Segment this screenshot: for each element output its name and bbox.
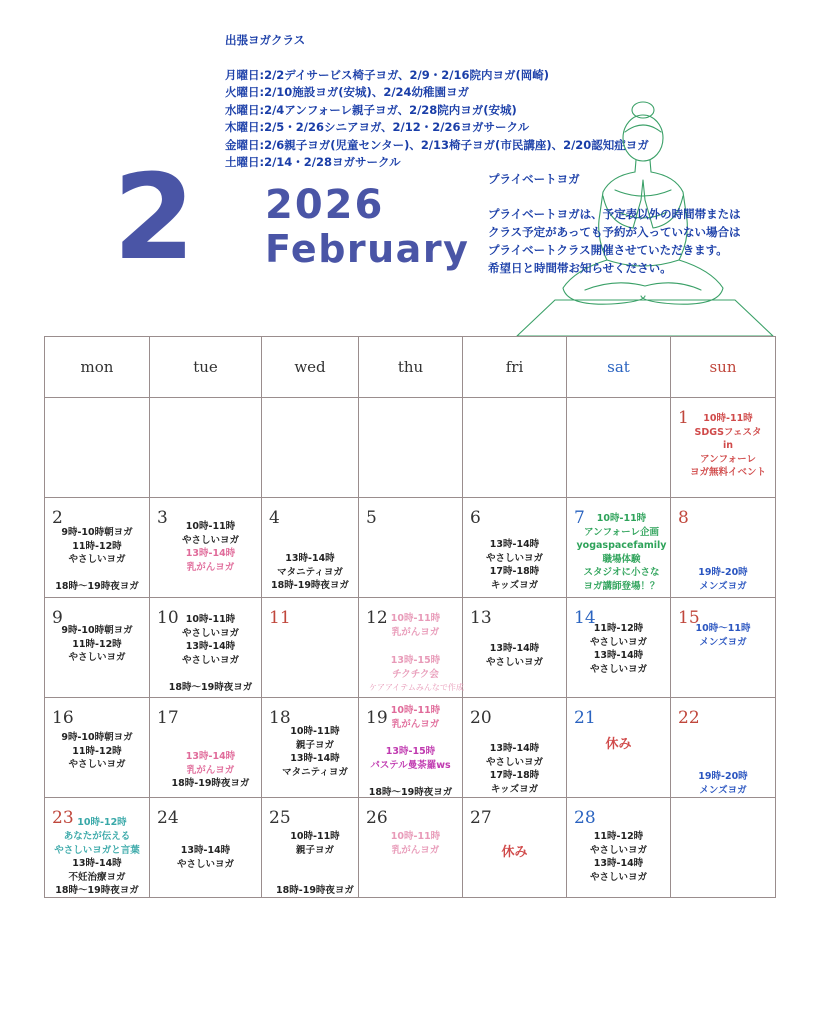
event-line: 10時-11時 [390,705,441,716]
day-cell-26 [359,798,463,898]
day-cell-25 [262,798,359,898]
event-line: 19時-20時 [698,567,748,578]
day-events [671,770,775,797]
weekday-sun: sun [671,337,776,398]
event-line: 乳がんヨガ [186,764,235,776]
event-line: 乳がんヨガ [391,844,440,856]
day-cell-2 [45,498,150,598]
event-line: 10時〜11時 [695,623,751,634]
calendar-week [45,598,776,698]
event-line: 10時-11時 [596,513,647,524]
day-number: 15 [678,608,700,628]
day-cell-28 [567,798,671,898]
event-line: 18時-19時夜ヨガ [171,778,250,789]
calendar-grid [44,336,776,898]
month-name: February [265,227,470,271]
event-line: チクチク会 [392,668,439,680]
day-cell-22 [671,698,776,798]
event-line: 乳がんヨガ [391,626,440,638]
event-line: やさしいヨガ [589,636,647,648]
event-line: マタニティヨガ [277,566,343,578]
event-line: キッズヨガ [490,783,539,795]
event-line: パステル曼荼羅ws [370,759,451,771]
day-cell-27 [463,798,567,898]
day-number: 28 [574,808,596,828]
event-line: アンフォーレ [700,453,756,465]
weekday-fri: fri [463,337,567,398]
event-line: 13時-14時 [593,650,644,661]
day-events [45,580,149,594]
weekday-header-row [45,337,776,398]
day-number: 24 [157,808,179,828]
outreach-line: 月曜日:2/2デイサービス椅子ヨガ、2/9・2/16院内ヨガ(岡崎) [225,67,549,82]
event-line: 11時-12時 [72,745,122,757]
event-line: メンズヨガ [699,580,747,592]
empty-cell [262,398,359,498]
event-line: 13時-14時 [185,641,236,652]
event-line: 10時-11時 [185,521,236,532]
event-line: 親子ヨガ [295,739,334,751]
day-events [369,654,462,695]
day-cell-6 [463,498,567,598]
outreach-line: 木曜日:2/5・2/26シニアヨガ、2/12・2/26ヨガサークル [225,120,530,134]
event-line: 13時-14時 [489,743,540,754]
day-events [369,612,462,639]
day-events [272,725,358,779]
day-number: 2 [52,508,63,528]
event-line: 13時-14時 [185,548,236,559]
event-line: 9時-10時朝ヨガ [61,732,133,743]
event-line: 13時-15時 [385,746,436,757]
event-line: 10時-11時 [290,726,340,737]
event-line: 13時-14時 [290,753,340,764]
event-line: 13時-14時 [185,751,236,762]
event-line: ヨガ講師登場！？ [583,580,660,592]
event-line: 13時-15時 [390,655,441,666]
day-number: 25 [269,808,291,828]
day-events [671,566,775,593]
day-cell-16 [45,698,150,798]
event-line: 10時-12時 [77,817,127,828]
event-line: 11時-12時 [72,540,122,552]
day-cell-5 [359,498,463,598]
event-line: 10時-11時 [390,613,441,624]
day-events [359,745,462,772]
event-line: やさしいヨガ [181,654,239,666]
day-events [45,830,149,898]
weekday-thu: thu [359,337,463,398]
calendar-week [45,398,776,498]
event-line: やさしいヨガ [485,552,543,564]
day-events [463,642,566,669]
event-line: ヨガ無料イベント [689,467,766,478]
event-line: キッズヨガ [490,579,539,591]
day-number: 6 [470,508,481,528]
day-events [463,742,566,796]
day-number: 12 [366,608,388,628]
event-line: 10時-11時 [290,831,340,842]
day-events [463,538,566,592]
private-line: クラス予定があっても予約が入っていない場合は [488,225,741,239]
day-number: 18 [269,708,291,728]
event-line: 18時〜19時夜ヨガ [55,885,139,896]
day-cell-23 [45,798,150,898]
day-number: 3 [157,508,168,528]
year-label: 2026 [265,182,385,228]
weekday-tue: tue [150,337,262,398]
closed-label: 休み [605,737,632,752]
event-line: やさしいヨガ [176,858,234,870]
empty-cell [150,398,262,498]
event-line: やさしいヨガ [181,534,239,546]
day-number: 21 [574,708,596,728]
day-number: 16 [52,708,74,728]
event-line: やさしいヨガ [68,759,126,770]
day-events [463,846,566,860]
day-number: 23 [52,808,74,828]
event-line: やさしいヨガ [485,756,543,768]
day-cell-14 [567,598,671,698]
event-line: あなたが伝える [63,831,131,842]
day-number: 5 [366,508,377,528]
event-line: 17時-18時 [489,566,540,577]
event-line: 18時〜19時夜ヨガ [168,682,253,693]
day-events [272,884,358,898]
day-events [160,750,261,791]
day-events [681,412,775,480]
day-events [272,830,358,857]
event-line: 10時-11時 [390,831,441,842]
event-line: 13時-14時 [489,539,540,550]
day-number: 14 [574,608,596,628]
day-number: 4 [269,508,280,528]
day-number: 26 [366,808,388,828]
outreach-line: 火曜日:2/10施設ヨガ(安城)、2/24幼稚園ヨガ [225,85,470,99]
event-line: 11時-12時 [593,623,644,634]
event-line: 職場体験 [602,553,641,565]
weekday-mon: mon [45,337,150,398]
event-line: やさしいヨガ [485,656,543,668]
weekday-sat: sat [567,337,671,398]
event-line: スタジオに小さな [583,567,660,578]
event-line: 9時-10時朝ヨガ [61,625,133,636]
event-line: ケアアイテムみんなで作成 [369,683,464,692]
day-number: 19 [366,708,388,728]
day-number: 22 [678,708,700,728]
private-title: プライベートヨガ [488,172,580,186]
day-events [45,731,149,772]
closed-label: 休み [501,845,528,860]
event-line: やさしいヨガ [589,844,647,856]
event-line: やさしいヨガ [181,627,239,639]
day-cell-12 [359,598,463,698]
day-cell-3 [150,498,262,598]
outreach-line: 土曜日:2/14・2/28ヨガサークル [225,155,401,169]
month-number: 2 [113,148,194,286]
day-number: 13 [470,608,492,628]
event-line: 10時-11時 [703,413,753,424]
day-events [160,613,261,667]
event-line: 不妊治療ヨガ [68,871,126,883]
event-line: 18時-19時夜ヨガ [271,580,349,591]
outreach-line: 水曜日:2/4アンフォーレ親子ヨガ、2/28院内ヨガ(安城) [225,102,517,117]
day-cell-21 [567,698,671,798]
day-cell-8 [671,498,776,598]
event-line: 10時-11時 [185,614,236,625]
event-line: 18時〜19時夜ヨガ [368,787,453,798]
empty-cell [45,398,150,498]
event-line: 13時-14時 [180,845,231,856]
event-line: 19時-20時 [698,771,748,782]
event-line: 11時-12時 [593,831,644,842]
day-cell-11 [262,598,359,698]
day-number: 9 [52,608,63,628]
day-number: 8 [678,508,689,528]
event-line: 17時-18時 [489,770,540,781]
calendar-week [45,498,776,598]
calendar-week [45,798,776,898]
private-yoga-note [488,170,741,277]
private-line: プライベートヨガは、予定表以外の時間帯または [488,207,741,221]
day-events [369,830,462,857]
event-line: やさしいヨガと言葉 [54,844,140,856]
day-cell-1 [671,398,776,498]
day-cell-24 [150,798,262,898]
empty-cell [359,398,463,498]
day-cell-7 [567,498,671,598]
empty-cell [567,398,671,498]
day-cell-13 [463,598,567,698]
empty-cell [671,798,776,898]
day-events [671,622,775,649]
event-line: 乳がんヨガ [391,718,440,730]
event-line: やさしいヨガ [68,652,126,663]
event-line: やさしいヨガ [589,663,647,675]
event-line: SDGSフェスタ [694,426,762,438]
event-line: メンズヨガ [699,784,747,796]
event-line: やさしいヨガ [68,554,126,565]
day-events [567,738,670,752]
day-events [369,704,462,731]
day-events [573,508,670,593]
day-cell-10 [150,598,262,698]
event-line: 乳がんヨガ [186,561,235,573]
calendar-week [45,698,776,798]
day-number: 10 [157,608,179,628]
event-line: マタニティヨガ [282,766,348,778]
day-events [45,526,149,567]
day-number: 7 [574,508,585,528]
event-line: 11時-12時 [72,638,122,650]
day-events [160,520,261,574]
day-cell-9 [45,598,150,698]
event-line: 18時〜19時夜ヨガ [55,581,139,592]
day-events [567,830,670,884]
event-line: yogaspacefamily [576,540,667,551]
day-number: 11 [269,608,291,628]
day-cell-15 [671,598,776,698]
private-line: 希望日と時間帯お知らせください。 [488,261,672,275]
event-line: アンフォーレ企画 [584,526,659,538]
event-line: 13時-14時 [593,858,644,869]
day-number: 17 [157,708,179,728]
day-events [150,844,261,871]
event-line: 13時-14時 [285,553,335,564]
event-line: 13時-14時 [72,858,122,869]
day-events [262,552,358,593]
event-line: 13時-14時 [489,643,540,654]
weekday-wed: wed [262,337,359,398]
outreach-line: 金曜日:2/6親子ヨガ(児童センター)、2/13椅子ヨガ(市民講座)、2/20認知症ヨガ [225,137,649,152]
private-line: プライベートクラス開催させていただきます。 [488,243,728,257]
day-events [55,816,149,830]
day-number: 20 [470,708,492,728]
empty-cell [463,398,567,498]
day-events [567,622,670,676]
day-cell-17 [150,698,262,798]
event-line: 18時-19時夜ヨガ [276,885,354,896]
event-line: メンズヨガ [699,636,747,648]
outreach-title: 出張ヨガクラス [225,33,306,47]
event-line: やさしいヨガ [589,871,647,883]
day-cell-4 [262,498,359,598]
day-events [160,681,261,695]
day-cell-20 [463,698,567,798]
day-cell-18 [262,698,359,798]
event-line: 9時-10時朝ヨガ [61,527,133,538]
day-events [45,624,149,665]
day-number: 27 [470,808,492,828]
event-line: 親子ヨガ [295,844,334,856]
event-line: in [722,440,734,451]
day-cell-19 [359,698,463,798]
day-number: 1 [678,408,689,428]
